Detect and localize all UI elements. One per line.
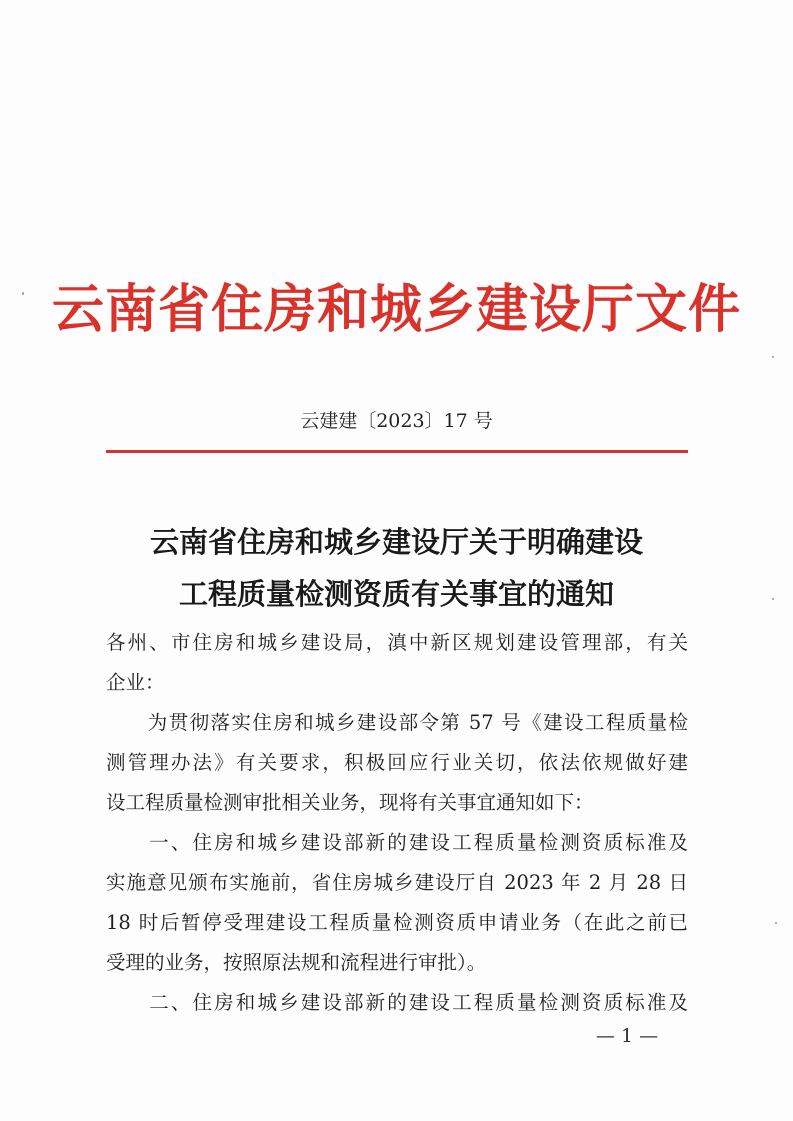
item2-line-1: 二、住房和城乡建设部新的建设工程质量检测资质标准及 <box>106 991 688 1014</box>
scan-speck <box>772 356 774 358</box>
addressee-line-1: 各州、市住房和城乡建设局，滇中新区规划建设管理部，有关 <box>106 631 688 654</box>
intro-line-3: 设工程质量检测审批相关业务，现将有关事宜通知如下： <box>106 791 594 814</box>
red-divider-line <box>106 450 688 453</box>
notice-title-line-1: 云南省住房和城乡建设厅关于明确建设 <box>149 525 643 559</box>
item1-line-2: 实施意见颁布实施前，省住房城乡建设厅自 2023 年 2 月 28 日 <box>106 871 688 894</box>
issuing-authority-header: 云南省住房和城乡建设厅文件 <box>51 280 741 340</box>
document-number: 云建建〔2023〕17 号 <box>300 410 493 432</box>
item1-line-4: 受理的业务，按照原法规和流程进行审批）。 <box>106 951 487 974</box>
item1-line-1: 一、住房和城乡建设部新的建设工程质量检测资质标准及 <box>106 831 688 854</box>
notice-title <box>0 516 793 620</box>
item1-line-3: 18 时后暂停受理建设工程质量检测资质申请业务（在此之前已 <box>106 911 688 934</box>
scan-speck <box>772 598 774 600</box>
scan-speck <box>775 922 777 924</box>
notice-body <box>106 623 688 1023</box>
notice-title-line-2: 工程质量检测资质有关事宜的通知 <box>178 577 614 611</box>
intro-line-2: 测管理办法》有关要求，积极回应行业关切，依法依规做好建 <box>106 751 688 774</box>
page-number: — 1 — <box>596 1025 659 1047</box>
scan-speck <box>22 292 24 295</box>
addressee-line-2: 企业： <box>106 671 165 694</box>
intro-line-1: 为贯彻落实住房和城乡建设部令第 57 号《建设工程质量检 <box>106 711 688 734</box>
